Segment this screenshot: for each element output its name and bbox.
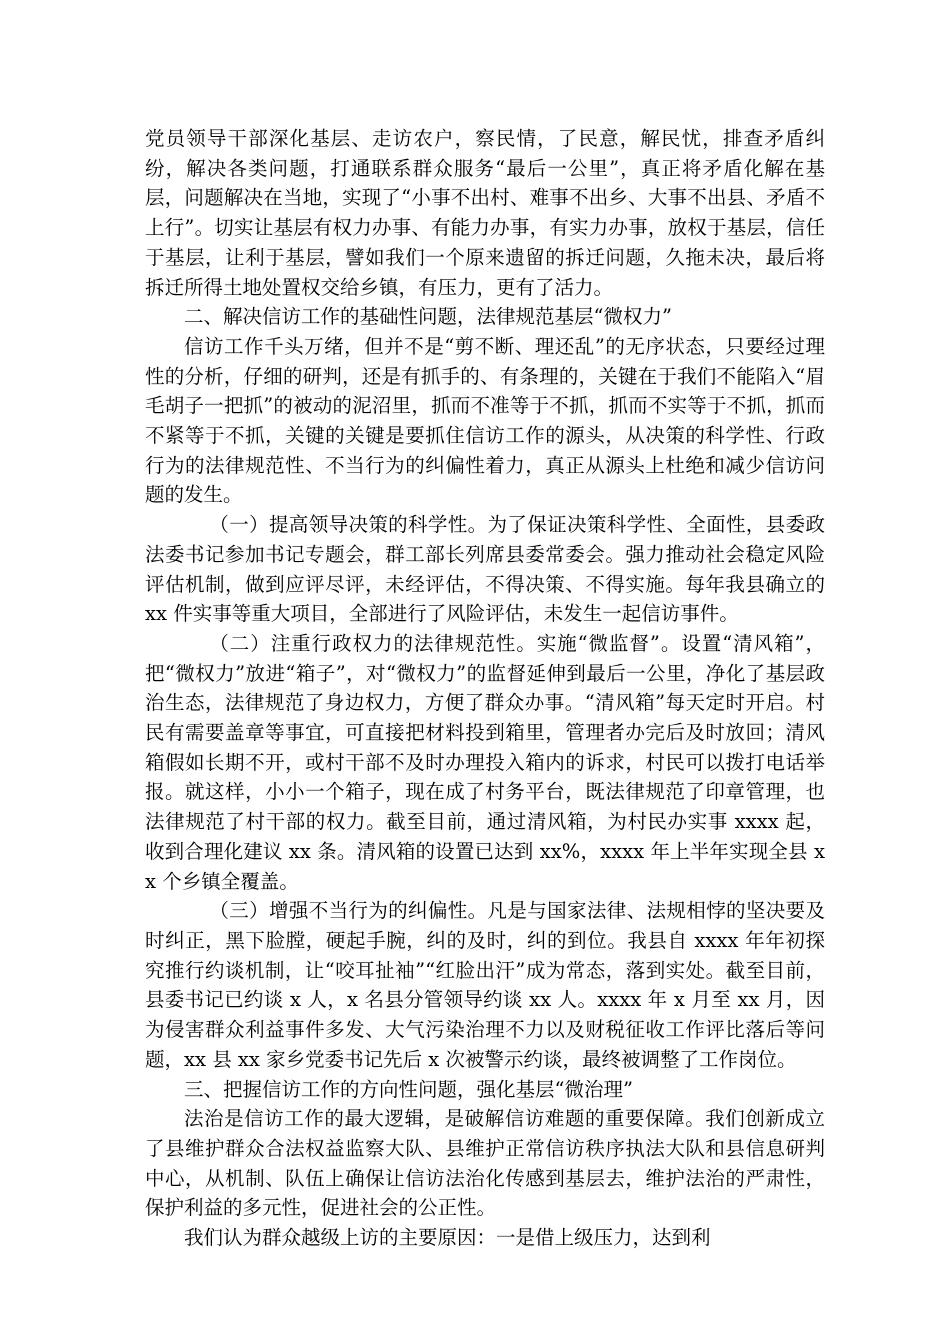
paragraph-item-three: （三）增强不当行为的纠偏性。凡是与国家法律、法规相悖的坚决要及时纠正，黑下脸膛，硬起手腕，纠的及时，纠的到位。我县自 xxxx 年年初探究推行约谈机制，让“咬耳扯袖”“红脸出汗”成为常态，落到实处。截至目前，县委书记已约谈 x 人，x 名县分管领导约谈 xx 人。xxxx 年 x 月至 xx 月，因为侵害群众利益事件多发、大气污染治理不力以及财税征收工作评比落后等问题，xx 县 xx 家乡党委书记先后 x 次被警示约谈，最终被调整了工作岗位。 (145, 899, 825, 1071)
section-heading-three: 三、把握信访工作的方向性问题，强化基层“微治理” (184, 1077, 633, 1101)
paragraph-section-two-body: 信访工作千头万绪，但并不是“剪不断、理还乱”的无序状态，只要经过理性的分析，仔细的研判，还是有抓手的、有条理的，关键在于我们不能陷入“眉毛胡子一把抓”的被动的泥沼里，抓而不准等于不抓，抓而不实等于不抓，抓而不紧等于不抓，关键的关键是要抓住信访工作的源头，从决策的科学性、行政行为的法律规范性、不当行为的纠偏性着力，真正从源头上杜绝和减少信访问题的发生。 (145, 334, 825, 507)
paragraph-section-three-body: 法治是信访工作的最大逻辑，是破解信访难题的重要保障。我们创新成立了县维护群众合法权益监察大队、县维护正常信访秩序执法大队和县信息研判中心，从机制、队伍上确保让信访法治化传感到基层去，维护法治的严肃性，保护利益的多元性，促进社会的公正性。 (145, 1107, 825, 1220)
paragraph-item-one: （一）提高领导决策的科学性。为了保证决策科学性、全面性，县委政法委书记参加书记专题会，群工部长列席县委常委会。强力推动社会稳定风险评估机制，做到应评尽评，未经评估，不得决策、不得实施。每年我县确立的 xx 件实事等重大项目，全部进行了风险评估，未发生一起信访事件。 (145, 513, 825, 626)
paragraph-intro-continued: 党员领导干部深化基层、走访农户，察民情，了民意，解民忧，排查矛盾纠纷，解决各类问题，打通联系群众服务“最后一公里”，真正将矛盾化解在基层，问题解决在当地，实现了“小事不出村、难事不出乡、大事不出县、矛盾不上行”。切实让基层有权力办事、有能力办事，有实力办事，放权于基层，信任于基层，让利于基层，譬如我们一个原来遗留的拆迁问题，久拖未决，最后将拆迁所得土地处置权交给乡镇，有压力，更有了活力。 (145, 127, 825, 299)
document-page (145, 124, 825, 1253)
section-heading-two: 二、解决信访工作的基础性问题，法律规范基层“微权力” (184, 305, 672, 329)
paragraph-closing-partial: 我们认为群众越级上访的主要原因：一是借上级压力，达到利 (184, 1226, 711, 1250)
paragraph-item-two: （二）注重行政权力的法律规范性。实施“微监督”。设置“清风箱”，把“微权力”放进“箱子”，对“微权力”的监督延伸到最后一公里，净化了基层政治生态，法律规范了身边权力，方便了群众办事。“清风箱”每天定时开启。村民有需要盖章等事宜，可直接把材料投到箱里，管理者办完后及时放回；清风箱假如长期不开，或村干部不及时办理投入箱内的诉求，村民可以拨打电话举报。就这样，小小一个箱子，现在成了村务平台，既法律规范了印章管理，也法律规范了村干部的权力。截至目前，通过清风箱，为村民办实事 xxxx 起，收到合理化建议 xx 条。清风箱的设置已达到 xx%，xxxx 年上半年实现全县 xx 个乡镇全覆盖。 (145, 631, 825, 893)
